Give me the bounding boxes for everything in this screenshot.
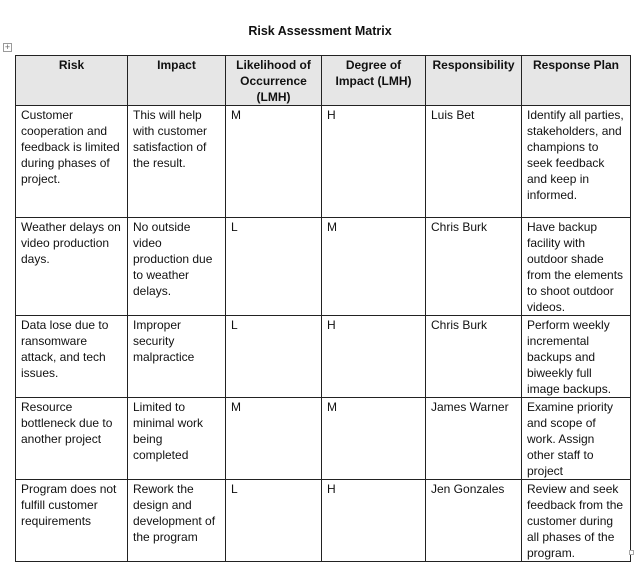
cell-likelihood[interactable]: M <box>226 106 322 218</box>
cell-responsibility[interactable]: Chris Burk <box>426 316 522 398</box>
page-title: Risk Assessment Matrix <box>248 24 392 38</box>
table-row <box>16 218 631 316</box>
cell-response-plan[interactable]: Perform weekly incremental backups and biweekly full image backups. <box>522 316 631 398</box>
cell-risk[interactable]: Customer cooperation and feedback is limited during phases of project. <box>16 106 128 218</box>
cell-degree[interactable]: M <box>322 398 426 480</box>
header-risk: Risk <box>16 56 128 106</box>
cell-impact[interactable]: Improper security malpractice <box>128 316 226 398</box>
cell-response-plan[interactable]: Review and seek feedback from the customer during all phases of the program. <box>522 480 631 562</box>
table-row <box>16 398 631 480</box>
cell-degree[interactable]: H <box>322 480 426 562</box>
table-row <box>16 480 631 562</box>
resize-square-icon[interactable] <box>629 550 634 555</box>
header-impact: Impact <box>128 56 226 106</box>
cell-risk[interactable]: Weather delays on video production days. <box>16 218 128 316</box>
cell-risk[interactable]: Program does not fulfill customer requirements <box>16 480 128 562</box>
table-row <box>16 316 631 398</box>
cell-response-plan[interactable]: Identify all parties, stakeholders, and champions to seek feedback and keep in informed. <box>522 106 631 218</box>
cell-impact[interactable]: This will help with customer satisfaction of the result. <box>128 106 226 218</box>
cell-response-plan[interactable]: Examine priority and scope of work. Assign other staff to project <box>522 398 631 480</box>
header-response-plan: Response Plan <box>522 56 631 106</box>
header-degree-of-impact: Degree of Impact (LMH) <box>322 56 426 106</box>
cell-impact[interactable]: No outside video production due to weather delays. <box>128 218 226 316</box>
cell-responsibility[interactable]: Chris Burk <box>426 218 522 316</box>
cell-response-plan[interactable]: Have backup facility with outdoor shade from the elements to shoot outdoor videos. <box>522 218 631 316</box>
cell-responsibility[interactable]: Luis Bet <box>426 106 522 218</box>
cell-impact[interactable]: Limited to minimal work being completed <box>128 398 226 480</box>
table-header-row <box>16 56 631 106</box>
cell-degree[interactable]: H <box>322 106 426 218</box>
cell-degree[interactable]: H <box>322 316 426 398</box>
cell-impact[interactable]: Rework the design and development of the program <box>128 480 226 562</box>
header-likelihood: Likelihood of Occurrence (LMH) <box>226 56 322 106</box>
cell-risk[interactable]: Data lose due to ransomware attack, and tech issues. <box>16 316 128 398</box>
cell-likelihood[interactable]: L <box>226 218 322 316</box>
cell-likelihood[interactable]: L <box>226 316 322 398</box>
header-responsibility: Responsibility <box>426 56 522 106</box>
cell-degree[interactable]: M <box>322 218 426 316</box>
cell-likelihood[interactable]: L <box>226 480 322 562</box>
risk-assessment-table <box>15 55 631 562</box>
cell-likelihood[interactable]: M <box>226 398 322 480</box>
move-cross-icon[interactable]: + <box>4 42 11 52</box>
table-row <box>16 106 631 218</box>
cell-responsibility[interactable]: James Warner <box>426 398 522 480</box>
cell-risk[interactable]: Resource bottleneck due to another project <box>16 398 128 480</box>
cell-responsibility[interactable]: Jen Gonzales <box>426 480 522 562</box>
